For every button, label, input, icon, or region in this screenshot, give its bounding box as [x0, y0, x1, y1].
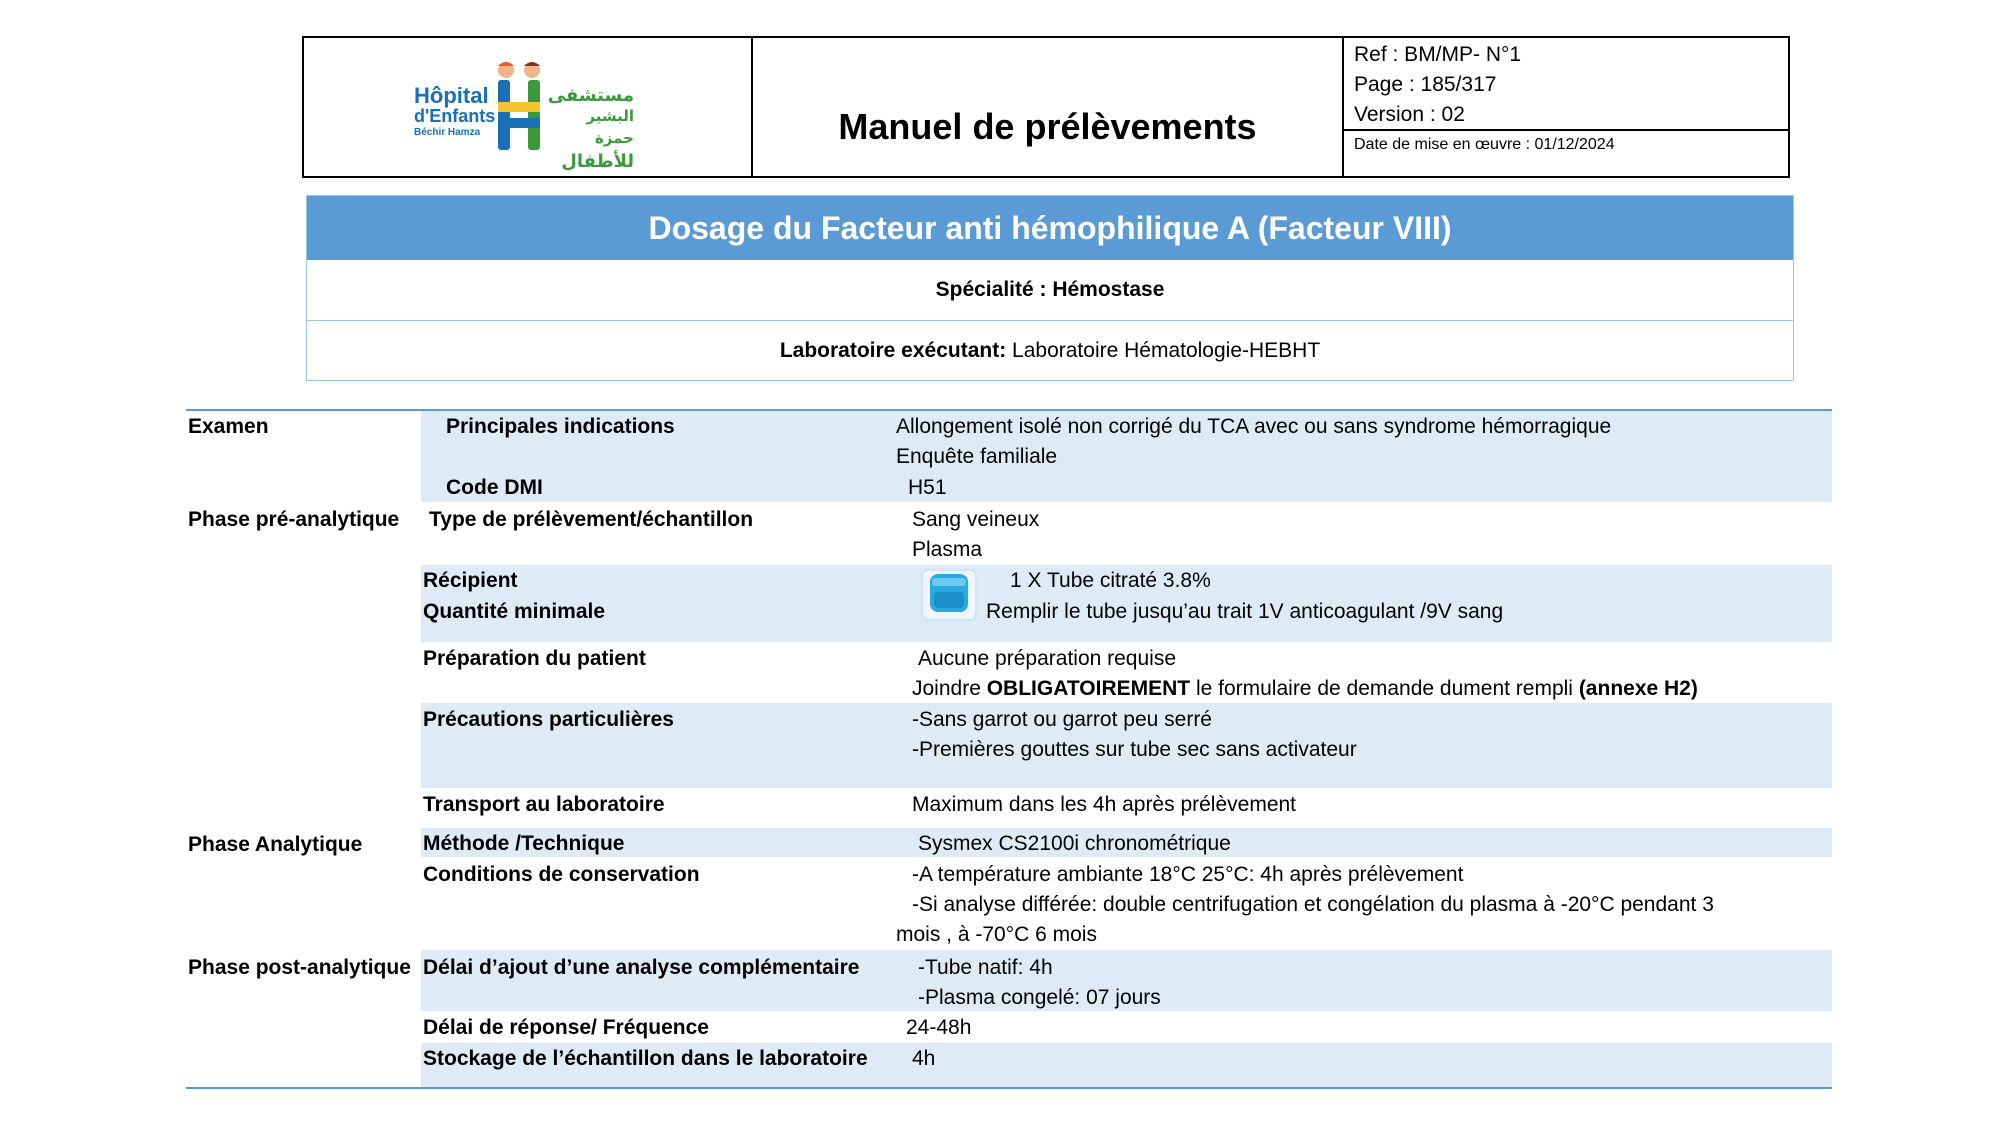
row-label-storage-conditions: Conditions de conservation	[423, 863, 700, 886]
row-value-indications: Enquête familiale	[896, 445, 1058, 468]
row-value-min-quantity: Remplir le tube jusqu’au trait 1V anticoagulant /9V sang	[986, 600, 1504, 623]
row-value-code-dmi: H51	[908, 476, 947, 499]
logo-text-line: البشير حمزة	[586, 108, 634, 147]
page-number: Page : 185/317	[1354, 73, 1497, 96]
text-fragment: le formulaire de demande dument rempli	[1190, 677, 1579, 700]
row-value-patient-prep-form	[912, 674, 1698, 704]
row-value-storage-conditions: mois , à -70°C 6 mois	[896, 923, 1097, 946]
row-label-container: Récipient	[423, 569, 518, 592]
row-value-add-on-delay: -Plasma congelé: 07 jours	[918, 986, 1161, 1009]
row-value-storage-conditions: -Si analyse différée: double centrifugation et congélation du plasma à -20°C pendant 3	[912, 893, 1714, 916]
logo-text-line: Béchir Hamza	[414, 127, 481, 138]
document-header	[302, 36, 1790, 178]
row-label-patient-prep: Préparation du patient	[423, 647, 646, 670]
phase-post-analytique: Phase post-analytique	[188, 956, 411, 979]
logo-cell	[304, 38, 753, 176]
row-label-sample-storage: Stockage de l’échantillon dans le laboratoire	[423, 1047, 868, 1070]
row-value-add-on-delay: -Tube natif: 4h	[918, 956, 1053, 979]
row-value-turnaround: 24-48h	[906, 1016, 972, 1039]
hospital-logo	[414, 58, 644, 171]
test-title: Dosage du Facteur anti hémophilique A (Facteur VIII)	[307, 196, 1793, 260]
phase-analytique: Phase Analytique	[188, 833, 363, 856]
blue-cap-citrate-tube-icon	[920, 568, 978, 622]
row-label-add-on-delay: Délai d’ajout d’une analyse complémentaire	[423, 956, 860, 979]
row-value-sample-type: Plasma	[912, 538, 983, 561]
specialty: Spécialité : Hémostase	[307, 260, 1793, 321]
metadata-cell	[1344, 38, 1788, 176]
ref-number: Ref : BM/MP- N°1	[1354, 43, 1522, 66]
logo-text-line: للأطفال	[561, 151, 634, 171]
phase-pre-analytique: Phase pré-analytique	[188, 508, 400, 531]
row-label-turnaround: Délai de réponse/ Fréquence	[423, 1016, 709, 1039]
row-value-indications: Allongement isolé non corrigé du TCA avec ou sans syndrome hémorragique	[896, 415, 1612, 438]
row-value-sample-storage: 4h	[912, 1047, 936, 1070]
row-value-transport: Maximum dans les 4h après prélèvement	[912, 793, 1297, 816]
logo-text-line: Hôpital	[414, 83, 489, 108]
executing-lab	[307, 321, 1793, 381]
annex-reference: (annexe H2)	[1578, 677, 1698, 700]
implementation-date: Date de mise en œuvre : 01/12/2024	[1354, 136, 1615, 153]
row-label-sample-type: Type de prélèvement/échantillon	[429, 508, 754, 531]
logo-text-line: مستشفى	[547, 85, 634, 105]
row-value-sample-type: Sang veineux	[912, 508, 1040, 531]
executing-lab-label: Laboratoire exécutant:	[779, 339, 1007, 362]
row-value-precautions: -Sans garrot ou garrot peu serré	[912, 708, 1212, 731]
row-label-transport: Transport au laboratoire	[423, 793, 665, 816]
logo-arabic-text	[544, 84, 634, 172]
phase-examen: Examen	[188, 415, 269, 438]
document-title: Manuel de prélèvements	[838, 106, 1257, 147]
logo-text-line: d'Enfants	[414, 106, 496, 126]
row-label-min-quantity: Quantité minimale	[423, 600, 606, 623]
row-value-method: Sysmex CS2100i chronométrique	[918, 832, 1231, 855]
row-value-precautions: -Premières gouttes sur tube sec sans activateur	[912, 738, 1357, 761]
row-value-storage-conditions: -A température ambiante 18°C 25°C: 4h après prélèvement	[912, 863, 1464, 886]
metadata-block	[1344, 38, 1788, 131]
version-number: Version : 02	[1354, 103, 1465, 126]
hospital-logo-icon	[492, 58, 552, 158]
row-value-container: 1 X Tube citraté 3.8%	[1010, 569, 1211, 592]
title-cell	[753, 38, 1344, 176]
row-label-method: Méthode /Technique	[423, 832, 625, 855]
row-value-patient-prep: Aucune préparation requise	[918, 647, 1177, 670]
logo-french-text	[414, 83, 496, 140]
row-label-indications: Principales indications	[446, 415, 675, 438]
executing-lab-value: Laboratoire Hématologie-HEBHT	[1006, 339, 1321, 362]
row-label-precautions: Précautions particulières	[423, 708, 674, 731]
text-fragment: Joindre	[912, 677, 987, 700]
row-label-code-dmi: Code DMI	[446, 476, 543, 499]
test-title-block	[306, 195, 1794, 381]
table-bottom-border	[186, 1087, 1832, 1089]
text-fragment-bold: OBLIGATOIREMENT	[986, 677, 1191, 700]
